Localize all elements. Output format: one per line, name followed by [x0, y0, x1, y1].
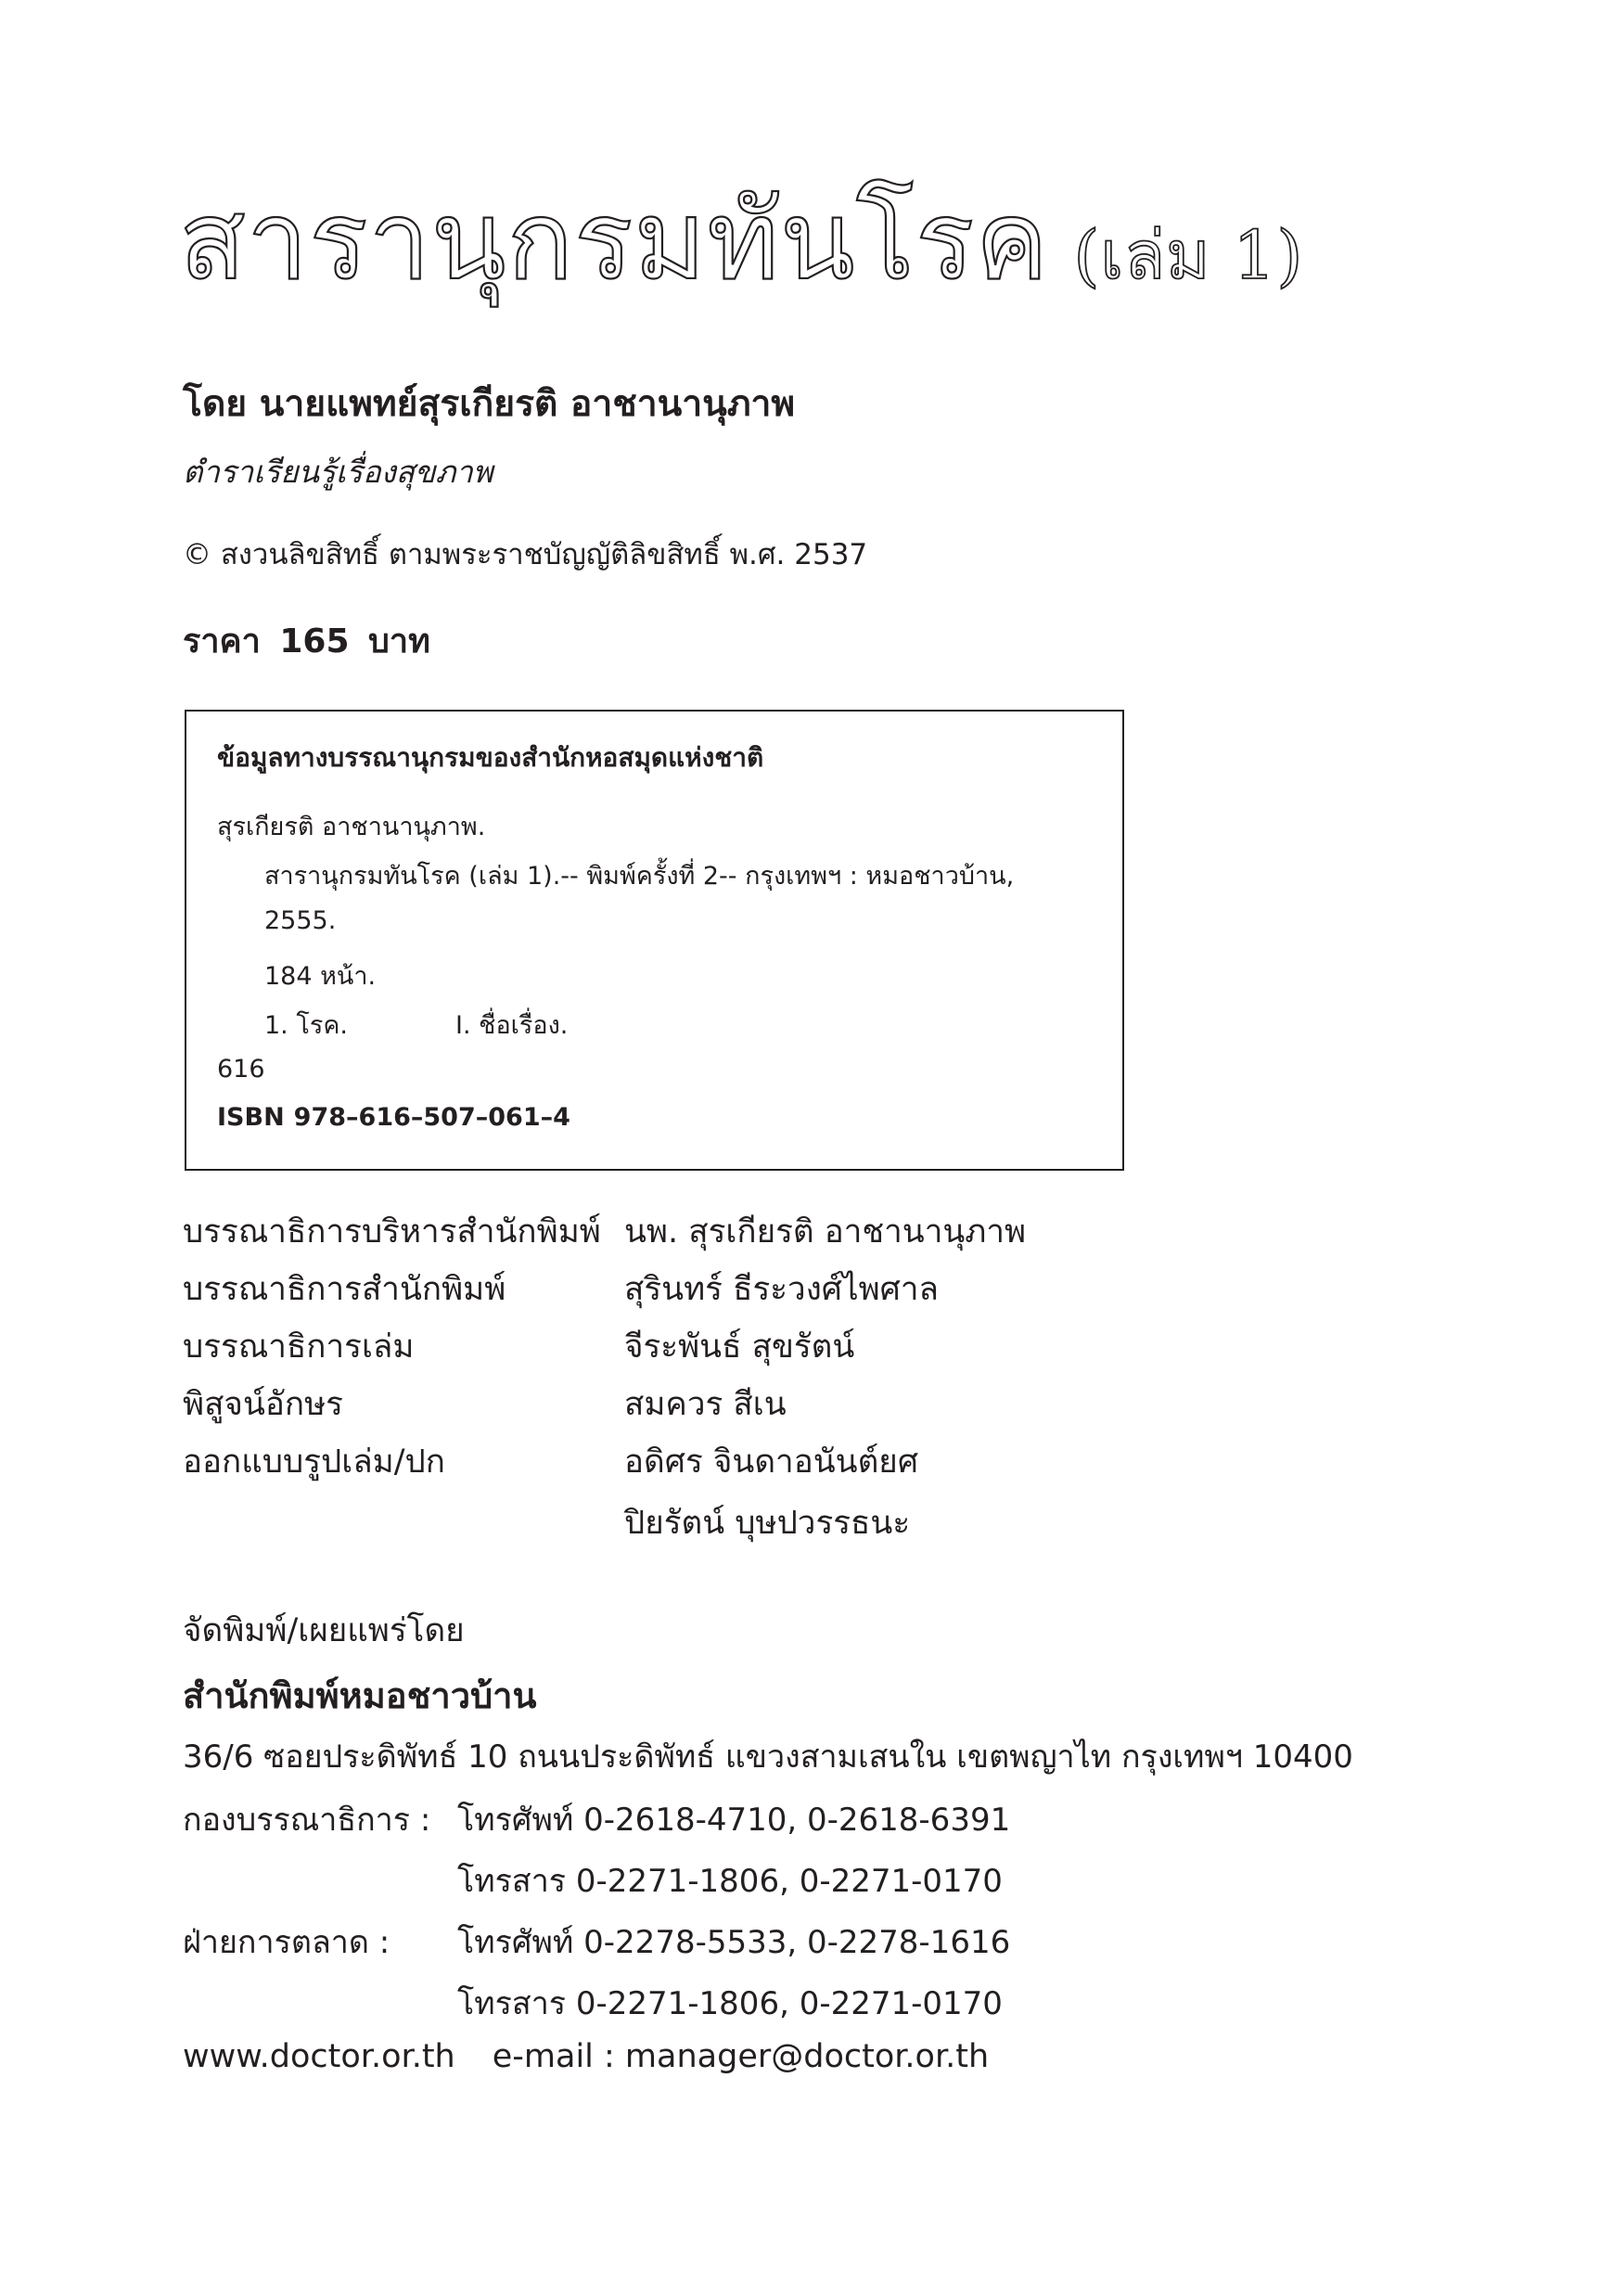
marketing-fax: โทรสาร 0-2271-1806, 0-2271-0170 [457, 1985, 1003, 2022]
cip-title-entry: I. ชื่อเรื่อง. [455, 1011, 569, 1040]
staff-name: ปิยรัตน์ บุษปวรรธนะ [624, 1505, 911, 1542]
book-title-volume: (เล่ม 1) [1073, 216, 1304, 294]
staff-role: ออกแบบรูปเล่ม/ปก [183, 1443, 445, 1481]
staff-role: บรรณาธิการบริหารสำนักพิมพ์ [183, 1213, 601, 1251]
cip-isbn [217, 1103, 570, 1132]
cip-record-box [185, 710, 1124, 1171]
author-line: โดย นายแพทย์สุรเกียรติ อาชานานุภาพ [183, 383, 796, 425]
editorial-phone: โทรศัพท์ 0-2618-4710, 0-2618-6391 [457, 1802, 1011, 1839]
website-link[interactable]: www.doctor.or.th [183, 2038, 455, 2075]
isbn-number: 978–616–507–061–4 [293, 1103, 570, 1132]
series-name: ตำราเรียนรู้เรื่องสุขภาพ [183, 454, 493, 490]
cip-heading: ข้อมูลทางบรรณานุกรมของสำนักหอสมุดแห่งชาติ [217, 742, 764, 773]
staff-name: จีระพันธ์ สุขรัตน์ [624, 1328, 855, 1366]
isbn-label: ISBN [217, 1103, 285, 1132]
staff-role: บรรณาธิการสำนักพิมพ์ [183, 1271, 506, 1308]
publisher-label: จัดพิมพ์/เผยแพร่โดย [183, 1612, 465, 1649]
editorial-fax: โทรสาร 0-2271-1806, 0-2271-0170 [457, 1863, 1003, 1900]
publisher-address: 36/6 ซอยประดิพัทธ์ 10 ถนนประดิพัทธ์ แขวงสามเสนใน เขตพญาไท กรุงเทพฯ 10400 [183, 1738, 1353, 1776]
copyright-notice: © สงวนลิขสิทธิ์ ตามพระราชบัญญัติลิขสิทธิ์ พ.ศ. 2537 [183, 538, 868, 571]
book-title-main: สารานุกรมทันโรค [179, 176, 1050, 304]
cip-year: 2555. [264, 906, 337, 935]
editorial-label: กองบรรณาธิการ : [183, 1802, 431, 1839]
cip-subject: 1. โรค. [264, 1011, 348, 1040]
cip-title: สารานุกรมทันโรค (เล่ม 1).-- พิมพ์ครั้งที่ 2-- กรุงเทพฯ : หมอชาวบ้าน, [264, 862, 1015, 891]
cip-pages: 184 หน้า. [264, 962, 377, 991]
cip-author: สุรเกียรติ อาชานานุภาพ. [217, 813, 486, 841]
staff-name: สุรินทร์ ธีระวงศ์ไพศาล [624, 1271, 939, 1308]
staff-name: สมควร สีเน [624, 1386, 787, 1423]
staff-role: พิสูจน์อักษร [183, 1386, 343, 1423]
publisher-name: สำนักพิมพ์หมอชาวบ้าน [183, 1675, 537, 1716]
price: ราคา 165 บาท [183, 622, 430, 661]
book-title [179, 176, 1304, 304]
staff-name: นพ. สุรเกียรติ อาชานานุภาพ [624, 1213, 1027, 1251]
web-contact [183, 2038, 989, 2075]
email-link[interactable]: e-mail : manager@doctor.or.th [492, 2038, 990, 2075]
marketing-phone: โทรศัพท์ 0-2278-5533, 0-2278-1616 [457, 1924, 1011, 1961]
staff-role: บรรณาธิการเล่ม [183, 1328, 415, 1366]
staff-name: อดิศร จินดาอนันต์ยศ [624, 1443, 919, 1481]
marketing-label: ฝ่ายการตลาด : [183, 1924, 390, 1961]
cip-classification: 616 [217, 1055, 265, 1084]
